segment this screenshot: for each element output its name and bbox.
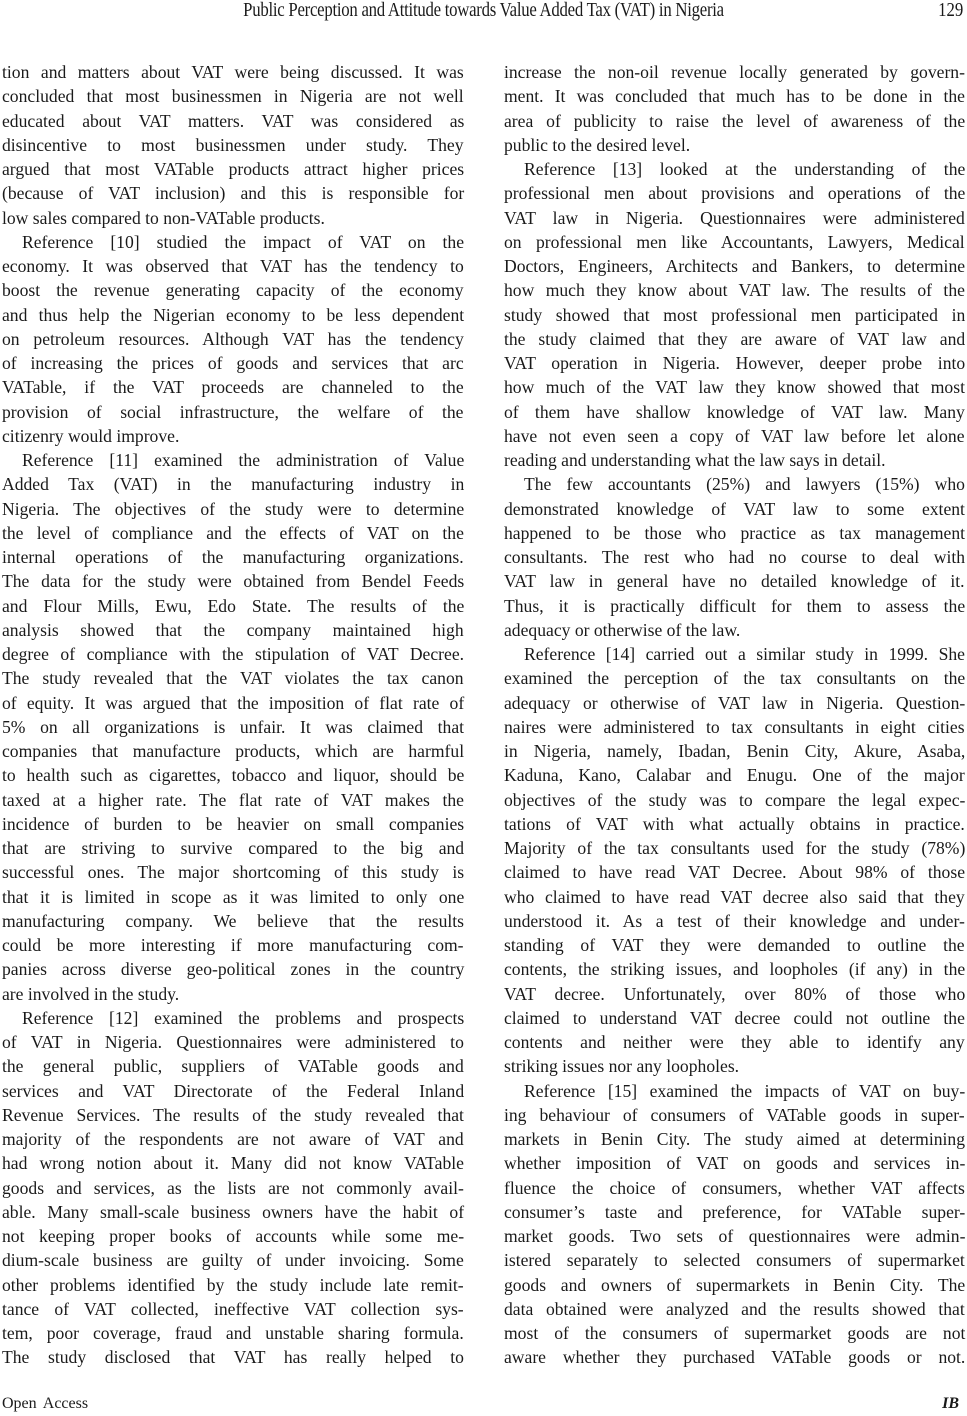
text-line: study showed that most professional men participated in (504, 304, 966, 325)
text-line: taxed at a higher rate. The flat rate of VAT makes the (2, 789, 464, 810)
text-line: istered separately to selected consumers of supermarket (504, 1250, 965, 1271)
text-line: contents and neither were they able to identify any (504, 1032, 965, 1052)
text-line: ing behaviour of consumers of VATable goods in super- (504, 1104, 965, 1125)
text-line: have not even seen a copy of VAT law before let alone (504, 425, 965, 446)
text-line: internal operations of the manufacturing organizations. (2, 547, 464, 567)
text-line: tations of VAT with what actually obtains in practice. (504, 813, 965, 834)
text-line: 5% on all organizations is unfair. It was claimed that (2, 716, 465, 737)
text-line: area of publicity to raise the level of awareness of the (504, 110, 966, 131)
footer-open-access: Open Access (2, 1395, 89, 1412)
text-line: professional men about provisions and operations of the (504, 183, 966, 204)
text-line: low sales compared to non-VATable products. (2, 207, 325, 228)
text-line: that it is limited in scope as it was limited to only one (2, 886, 465, 907)
text-line: fluence the choice of consumers, whether VAT affects (504, 1177, 965, 1198)
text-line: successful ones. The major shortcoming of this study is (2, 862, 465, 883)
text-line: boost the revenue generating capacity of the economy (2, 280, 464, 301)
text-line: Nigeria. The objectives of the study were to determine (2, 498, 465, 519)
text-line: of equity. It was argued that the imposition of flat rate of (2, 692, 465, 713)
text-line: Doctors, Engineers, Architects and Bankers, to determine (504, 256, 966, 276)
text-line: Reference [13] looked at the understanding of the (524, 159, 966, 179)
paragraph (504, 472, 965, 642)
text-line: VAT decree. Unfortunately, over 80% of those who (504, 983, 966, 1004)
text-line: manufacturing company. We believe that the results (2, 910, 465, 931)
text-line: the study claimed that they are aware of VAT law and (504, 328, 966, 349)
running-title: Public Perception and Attitude towards Value Added Tax (VAT) in Nigeria (243, 0, 724, 21)
text-line: incidence of burden to be heavier on small companies (2, 813, 465, 834)
text-line: goods and services, as the lists are not commonly avail- (2, 1177, 464, 1198)
text-line: standing of VAT they were demanded to outline the (504, 935, 965, 955)
page-number: 129 (937, 0, 963, 21)
text-line: VAT operation in Nigeria. However, deeper probe into (504, 353, 966, 373)
text-line: The study disclosed that VAT has really helped to (2, 1347, 464, 1368)
text-line: VATable, if the VAT proceeds are channeled to the (2, 377, 464, 398)
right-column (504, 60, 965, 1370)
text-line: how much of the VAT law they know showed that most (504, 377, 965, 398)
text-line: most of the consumers of supermarket goods are not (504, 1323, 966, 1343)
text-line: VAT law in Nigeria. Questionnaires were administered (504, 207, 965, 228)
running-header (0, 0, 967, 30)
text-line: could be more interesting if more manufacturing com- (2, 935, 464, 955)
text-line: on professional men like Accountants, Lawyers, Medical (504, 231, 965, 252)
text-line: The few accountants (25%) and lawyers (15%) who (524, 474, 965, 495)
text-line: Reference [14] carried out a similar study in 1999. She (524, 644, 965, 664)
text-line: public to the desired level. (504, 134, 691, 155)
text-line: Thus, it is practically difficult for them to assess the (504, 595, 966, 616)
text-line: analysis showed that the company maintained high (2, 619, 464, 640)
text-line: citizenry would improve. (2, 425, 180, 446)
text-line: and Flour Mills, Ewu, Edo State. The results of the (2, 595, 465, 616)
text-line: market goods. Two sets of questionnaires were admin- (504, 1226, 966, 1246)
text-line: had wrong notion about it. Many did not know VATable (2, 1153, 464, 1174)
text-line: and thus help the Nigerian economy to be less dependent (2, 304, 465, 325)
text-line: Majority of the tax consultants used for the study (78%) (504, 838, 966, 858)
text-line: other problems identified by the study include late remit- (2, 1274, 464, 1295)
text-line: increase the non-oil revenue locally generated by govern- (504, 62, 965, 82)
text-line: not keeping proper books of accounts while some me- (2, 1226, 465, 1246)
text-line: able. Many small-scale business owners have the habit of (2, 1201, 465, 1222)
text-line: reading and understanding what the law says in detail. (504, 450, 886, 470)
text-line: on petroleum resources. Although VAT has the tendency (2, 328, 464, 349)
text-line: that are striving to survive compared to the big and (2, 838, 465, 858)
text-line: panies across diverse geo-political zones in the country (2, 959, 465, 980)
text-line: striking issues nor any loopholes. (504, 1056, 740, 1077)
paragraph (504, 1079, 965, 1370)
text-line: the level of compliance and the effects of VAT on the (2, 522, 464, 543)
text-line: tem, poor coverage, fraud and unstable sharing formula. (2, 1323, 464, 1343)
paragraph (2, 1006, 464, 1370)
paragraph (504, 642, 965, 1079)
text-line: understood it. As a test of their knowledge and under- (504, 910, 965, 931)
text-line: consultants. The rest who had no course to deal with (504, 547, 966, 567)
text-line: of them have shallow knowledge of VAT law. Many (504, 401, 965, 422)
paragraph (2, 230, 464, 448)
text-line: whether imposition of VAT on goods and services in- (504, 1153, 966, 1174)
text-line: Reference [10] studied the impact of VAT on the (22, 231, 465, 252)
paragraph (504, 157, 965, 472)
text-line: provision of social infrastructure, the welfare of the (2, 401, 464, 422)
text-line: contents, the striking issues, and loopholes (if any) in the (504, 959, 966, 980)
text-line: consumer’s taste and preference, for VATable super- (504, 1201, 966, 1222)
text-line: to health such as cigarettes, tobacco and liquor, should be (2, 765, 465, 786)
paragraph (504, 60, 965, 157)
text-line: services and VAT Directorate of the Federal Inland (2, 1080, 465, 1101)
text-line: Reference [11] examined the administration of Value (22, 450, 465, 470)
text-line: are involved in the study. (2, 983, 180, 1004)
text-line: claimed to understand VAT decree could not outline the (504, 1007, 965, 1028)
text-line: ment. It was concluded that much has to be done in the (504, 86, 965, 107)
text-line: claimed to have read VAT Decree. About 98% of those (504, 862, 965, 883)
text-line: Revenue Services. The results of the study revealed that (2, 1104, 464, 1125)
text-line: naires were administered to tax consultants in eight cities (504, 716, 965, 737)
text-line: data obtained were analyzed and the results showed that (504, 1298, 965, 1319)
text-line: educated about VAT matters. VAT was considered as (2, 110, 465, 131)
text-line: argued that most VATable products attract higher prices (2, 159, 465, 179)
text-line: (because of VAT inclusion) and this is responsible for (2, 183, 465, 204)
text-line: aware whether they purchased VATable goods or not. (504, 1347, 966, 1368)
footer-journal-abbrev: IB (942, 1395, 959, 1412)
text-line: demonstrated knowledge of VAT law to some extent (504, 498, 965, 519)
text-line: Added Tax (VAT) in the manufacturing industry in (2, 474, 465, 495)
text-line: in Nigeria, namely, Ibadan, Benin City, Akure, Asaba, (504, 741, 966, 761)
paragraph (2, 448, 464, 1006)
text-line: examined the perception of the tax consultants on the (504, 668, 966, 689)
text-line: of VAT in Nigeria. Questionnaires were administered to (2, 1032, 464, 1052)
text-line: degree of compliance with the stipulation of VAT Decree. (2, 644, 465, 664)
text-line: The data for the study were obtained from Bendel Feeds (2, 571, 465, 592)
text-line: Kaduna, Kano, Calabar and Enugu. One of the major (504, 765, 965, 786)
text-line: economy. It was observed that VAT has the tendency to (2, 256, 464, 276)
text-line: of increasing the prices of goods and services that arc (2, 353, 464, 373)
text-line: objectives of the study was to compare the legal expec- (504, 789, 966, 810)
text-line: concluded that most businessmen in Nigeria are not well (2, 86, 464, 107)
text-line: companies that manufacture products, which are harmful (2, 741, 465, 761)
text-line: adequacy or otherwise of the law. (504, 619, 741, 640)
text-line: who claimed to have read VAT decree also said that they (504, 886, 965, 907)
text-line: the general public, suppliers of VATable goods and (2, 1056, 464, 1077)
text-line: how much they know about VAT law. The results of the (504, 280, 965, 301)
text-line: The study revealed that the VAT violates the tax canon (2, 668, 464, 689)
text-line: happened to be those who practice as tax management (504, 522, 966, 543)
text-line: goods and owners of supermarkets in Benin City. The (504, 1274, 966, 1295)
text-line: majority of the respondents are not aware of VAT and (2, 1129, 464, 1149)
text-line: Reference [12] examined the problems and prospects (22, 1007, 465, 1028)
text-line: markets in Benin City. The study aimed at determining (504, 1129, 966, 1149)
text-line: dium-scale business are guilty of under invoicing. Some (2, 1250, 464, 1271)
text-line: Reference [15] examined the impacts of VAT on buy- (524, 1080, 966, 1101)
text-line: tion and matters about VAT were being discussed. It was (2, 62, 464, 82)
left-column (2, 60, 464, 1370)
text-line: adequacy or otherwise of VAT law in Nigeria. Question- (504, 692, 966, 713)
text-line: disincentive to most businessmen under study. They (2, 134, 464, 155)
text-line: VAT law in general have no detailed knowledge of it. (504, 571, 965, 592)
text-line: tance of VAT collected, ineffective VAT collection sys- (2, 1298, 464, 1319)
paragraph (2, 60, 464, 230)
